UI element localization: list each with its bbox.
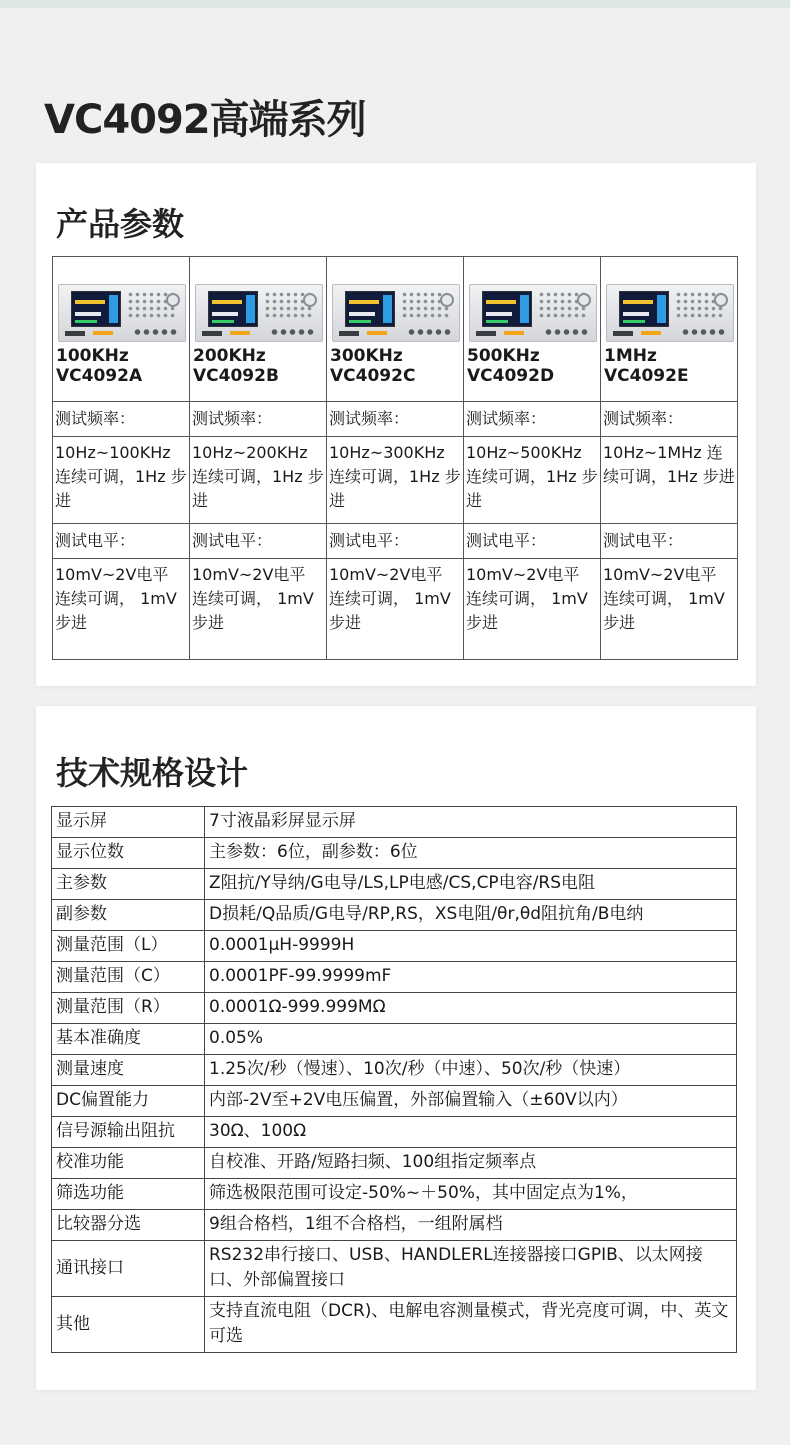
level-value: 10mV~2V电平 连续可调， 1mV步进 [190, 559, 327, 660]
product-model: VC4092B [193, 366, 279, 386]
level-value: 10mV~2V电平 连续可调， 1mV步进 [464, 559, 601, 660]
tech-specs-card [36, 706, 756, 1390]
spec-row [52, 807, 737, 838]
product-cell [190, 257, 327, 402]
spec-row [52, 1055, 737, 1086]
spec-value: 0.0001μH-9999H [205, 931, 737, 962]
level-label-row [53, 524, 738, 559]
spec-value: 内部-2V至+2V电压偏置，外部偏置输入（±60V以内） [205, 1086, 737, 1117]
spec-row [52, 1117, 737, 1148]
freq-label: 测试频率： [327, 402, 464, 437]
product-cell [464, 257, 601, 402]
spec-key: 基本准确度 [52, 1024, 205, 1055]
spec-key: 显示位数 [52, 838, 205, 869]
spec-row [52, 1210, 737, 1241]
spec-row [52, 1086, 737, 1117]
product-header-row [53, 257, 738, 402]
freq-value: 10Hz~200KHz 连续可调，1Hz 步进 [190, 437, 327, 524]
spec-key: 其他 [52, 1297, 205, 1353]
spec-key: 测量范围（R） [52, 993, 205, 1024]
device-image [469, 284, 597, 342]
freq-value: 10Hz~1MHz 连续可调，1Hz 步进 [601, 437, 738, 524]
level-value: 10mV~2V电平 连续可调， 1mV步进 [327, 559, 464, 660]
product-cell [53, 257, 190, 402]
spec-row [52, 993, 737, 1024]
tech-specs-table [51, 806, 737, 1353]
level-label: 测试电平： [53, 524, 190, 559]
level-label: 测试电平： [601, 524, 738, 559]
freq-value: 10Hz~300KHz 连续可调，1Hz 步进 [327, 437, 464, 524]
spec-key: DC偏置能力 [52, 1086, 205, 1117]
spec-key: 校准功能 [52, 1148, 205, 1179]
page-title: VC4092高端系列 [44, 97, 366, 143]
product-frequency: 200KHz [193, 346, 266, 366]
product-model: VC4092C [330, 366, 416, 386]
spec-value: 0.0001Ω-999.999MΩ [205, 993, 737, 1024]
spec-value: 支持直流电阻（DCR)、电解电容测量模式，背光亮度可调，中、英文可选 [205, 1297, 737, 1353]
level-value-row [53, 559, 738, 660]
product-frequency: 100KHz [56, 346, 129, 366]
freq-label: 测试频率： [464, 402, 601, 437]
product-model: VC4092E [604, 366, 689, 386]
product-params-card [36, 163, 756, 686]
product-model: VC4092A [56, 366, 143, 386]
spec-key: 通讯接口 [52, 1241, 205, 1297]
spec-value: D损耗/Q品质/G电导/RP,RS，XS电阻/θr,θd阻抗角/B电纳 [205, 900, 737, 931]
spec-value: 自校准、开路/短路扫频、100组指定频率点 [205, 1148, 737, 1179]
freq-value-row [53, 437, 738, 524]
spec-row [52, 1024, 737, 1055]
spec-value: Z阻抗/Y导纳/G电导/LS,LP电感/CS,CP电容/RS电阻 [205, 869, 737, 900]
spec-value: 筛选极限范围可设定-50%~＋50%，其中固定点为1%， [205, 1179, 737, 1210]
freq-value: 10Hz~100KHz 连续可调，1Hz 步进 [53, 437, 190, 524]
product-cell [601, 257, 738, 402]
spec-value: 9组合格档，1组不合格档，一组附属档 [205, 1210, 737, 1241]
product-params-title: 产品参数 [56, 205, 185, 243]
spec-row [52, 1179, 737, 1210]
spec-key: 主参数 [52, 869, 205, 900]
spec-row [52, 1241, 737, 1297]
level-label: 测试电平： [464, 524, 601, 559]
freq-label: 测试频率： [601, 402, 738, 437]
spec-value: 30Ω、100Ω [205, 1117, 737, 1148]
spec-value: 主参数：6位，副参数：6位 [205, 838, 737, 869]
spec-key: 测量范围（L） [52, 931, 205, 962]
spec-value: RS232串行接口、USB、HANDLERL连接器接口GPIB、以太网接口、外部偏置接口 [205, 1241, 737, 1297]
level-value: 10mV~2V电平 连续可调， 1mV步进 [53, 559, 190, 660]
spec-key: 测量速度 [52, 1055, 205, 1086]
spec-row [52, 838, 737, 869]
spec-row [52, 869, 737, 900]
device-image [58, 284, 186, 342]
level-value: 10mV~2V电平 连续可调， 1mV步进 [601, 559, 738, 660]
spec-row [52, 900, 737, 931]
spec-value: 0.05% [205, 1024, 737, 1055]
spec-key: 信号源输出阻抗 [52, 1117, 205, 1148]
spec-row [52, 962, 737, 993]
spec-value: 7寸液晶彩屏显示屏 [205, 807, 737, 838]
freq-value: 10Hz~500KHz 连续可调，1Hz 步进 [464, 437, 601, 524]
freq-label: 测试频率： [53, 402, 190, 437]
level-label: 测试电平： [327, 524, 464, 559]
spec-row [52, 1148, 737, 1179]
freq-label-row [53, 402, 738, 437]
spec-key: 副参数 [52, 900, 205, 931]
product-params-table [52, 256, 738, 660]
product-frequency: 1MHz [604, 346, 657, 366]
tech-specs-title: 技术规格设计 [56, 754, 249, 792]
device-image [332, 284, 460, 342]
spec-key: 筛选功能 [52, 1179, 205, 1210]
product-frequency: 300KHz [330, 346, 403, 366]
product-frequency: 500KHz [467, 346, 540, 366]
freq-label: 测试频率： [190, 402, 327, 437]
spec-key: 测量范围（C） [52, 962, 205, 993]
product-model: VC4092D [467, 366, 555, 386]
device-image [195, 284, 323, 342]
spec-value: 1.25次/秒（慢速）、10次/秒（中速）、50次/秒（快速） [205, 1055, 737, 1086]
spec-row [52, 931, 737, 962]
spec-row [52, 1297, 737, 1353]
device-image [606, 284, 734, 342]
spec-key: 比较器分选 [52, 1210, 205, 1241]
product-cell [327, 257, 464, 402]
top-strip [0, 0, 790, 8]
level-label: 测试电平： [190, 524, 327, 559]
spec-value: 0.0001PF-99.9999mF [205, 962, 737, 993]
spec-key: 显示屏 [52, 807, 205, 838]
